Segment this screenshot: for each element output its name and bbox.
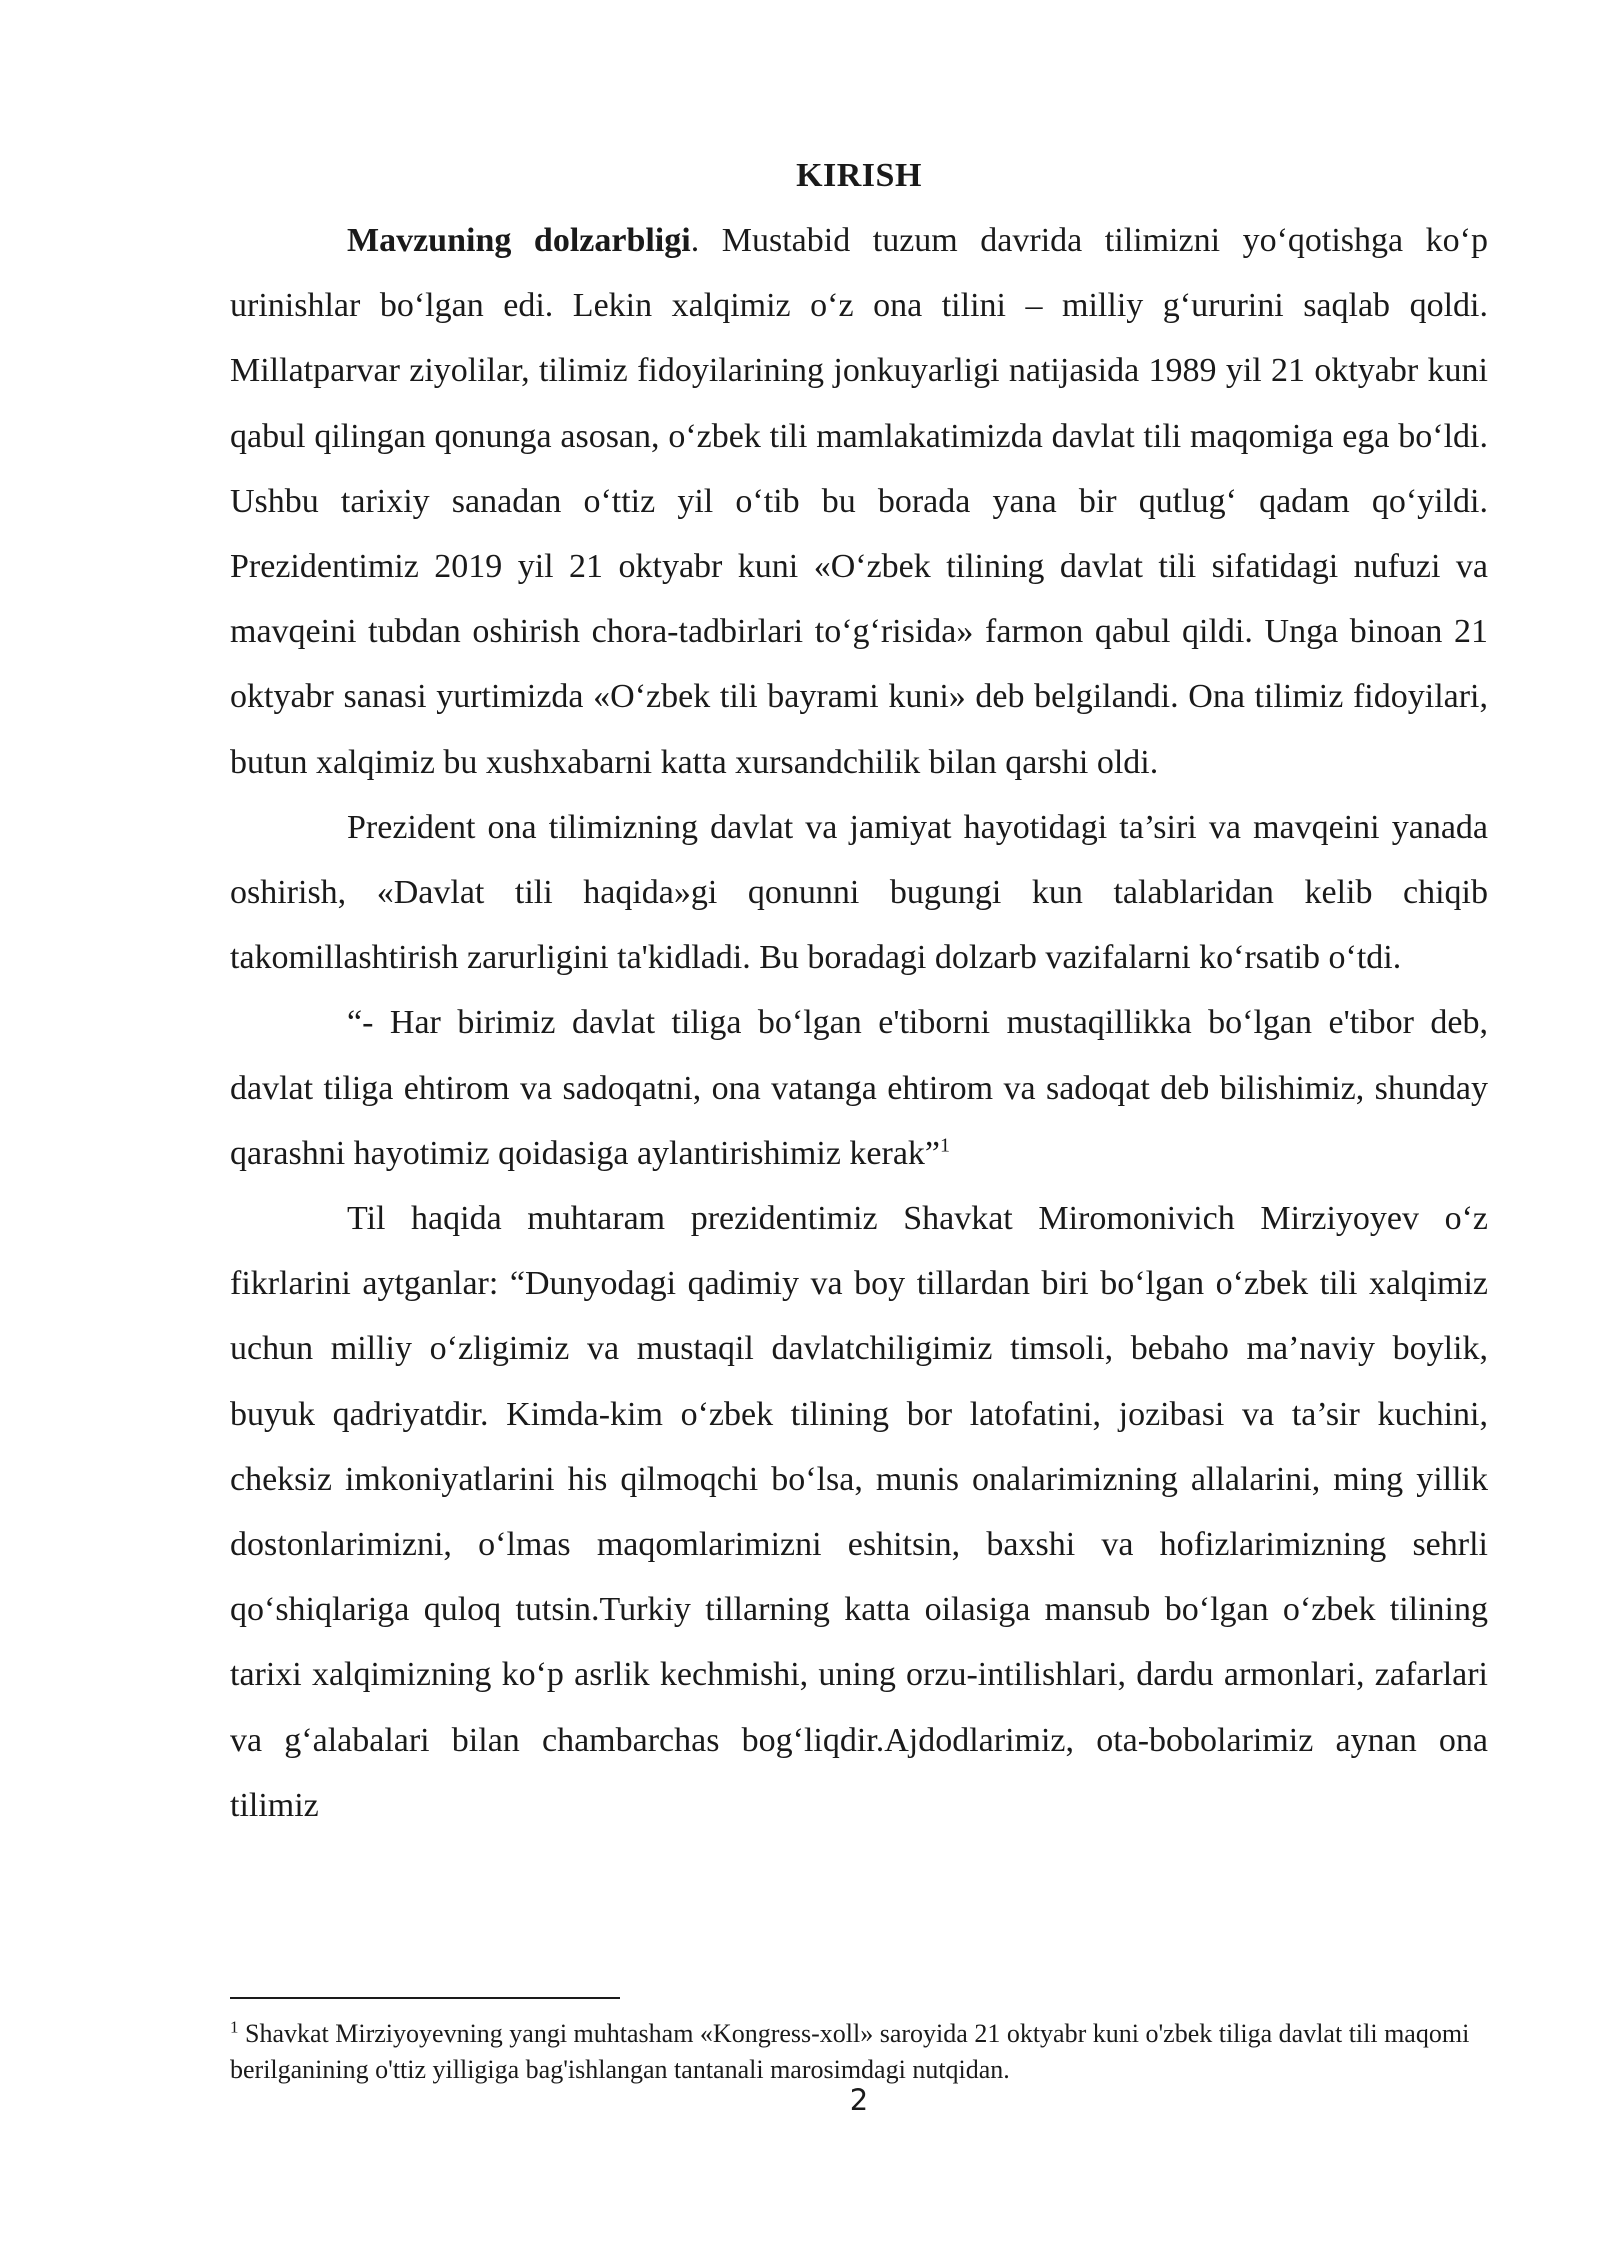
footnote-reference[interactable]: 1: [940, 1134, 950, 1157]
page-number: 2: [849, 2083, 869, 2117]
paragraph-text: “- Har birimiz davlat tiliga bo‘lgan e'tiborni mustaqillikka bo‘lgan e'tibor deb, davlat tiliga ehtirom va sadoqatni, ona vatanga ehtirom va sadoqat deb bilishimiz, shunday qarashni hayotimiz qoidasiga aylantirishimiz kerak”: [230, 1004, 1488, 1172]
page-heading: KIRISH: [796, 157, 922, 194]
footnote: [230, 2016, 1488, 2088]
document-page: [230, 150, 1488, 1838]
paragraph-quote: [230, 990, 1488, 1186]
paragraph-text: Til haqida muhtaram prezidentimiz Shavkat Miromonivich Mirziyoyev o‘z fikrlarini aytganlar: “Dunyodagi qadimiy va boy tillardan biri bo‘lgan o‘zbek tili xalqimiz uchun milliy o‘zligimiz va mustaqil davlatchiligimiz timsoli, bebaho ma’naviy boylik, buyuk qadriyatdir. Kimda-kim o‘zbek tilining bor latofatini, jozibasi va ta’sir kuchini, cheksiz imkoniyatlarini his qilmoqchi bo‘lsa, munis onalarimizning allalarini, ming yillik dostonlarimizni, o‘lmas maqomlarimizni eshitsin, baxshi va hofizlarimizning sehrli qo‘shiqlariga quloq tutsin.Turkiy tillarning katta oilasiga mansub bo‘lgan o‘zbek tilining tarixi xalqimizning ko‘p asrlik kechmishi, uning orzu-intilishlari, dardu armonlari, zafarlari va g‘alabalari bilan chambarchas bog‘liqdir.Ajdodlarimiz, ota-bobolarimiz aynan ona tilimiz: [230, 1200, 1488, 1824]
paragraph-president: [230, 795, 1488, 991]
footnote-divider: [230, 1997, 620, 1999]
paragraph-relevance: [230, 208, 1488, 795]
paragraph-text: . Mustabid tuzum davrida tilimizni yo‘qotishga ko‘p urinishlar bo‘lgan edi. Lekin xalqimiz o‘z ona tilini – milliy g‘ururini saqlab qoldi. Millatparvar ziyolilar, tilimiz fidoyilarining jonkuyarligi natijasida 1989 yil 21 oktyabr kuni qabul qilingan qonunga asosan, o‘zbek tili mamlakatimizda davlat tili maqomiga ega bo‘ldi. Ushbu tarixiy sanadan o‘ttiz yil o‘tib bu borada yana bir qutlug‘ qadam qo‘yildi. Prezidentimiz 2019 yil 21 oktyabr kuni «O‘zbek tilining davlat tili sifatidagi nufuzi va mavqeini tubdan oshirish chora-tadbirlari to‘g‘risida» farmon qabul qildi. Unga binoan 21 oktyabr sanasi yurtimizda «O‘zbek tili bayrami kuni» deb belgilandi. Ona tilimiz fidoyilari, butun xalqimiz bu xushxabarni katta xursandchilik bilan qarshi oldi.: [230, 222, 1488, 781]
paragraph-text: Prezident ona tilimizning davlat va jamiyat hayotidagi ta’siri va mavqeini yanada oshirish, «Davlat tili haqida»gi qonunni bugungi kun talablaridan kelib chiqib takomillashtirish zarurligini ta'kidladi. Bu boradagi dolzarb vazifalarni ko‘rsatib o‘tdi.: [230, 808, 1488, 977]
paragraph-lead: Mavzuning dolzarbligi: [347, 222, 691, 259]
footnote-number: 1: [230, 2017, 239, 2037]
paragraph-language-remarks: [230, 1186, 1488, 1838]
footnote-text: Shavkat Mirziyoyevning yangi muhtasham «Kongress-xoll» saroyida 21 oktyabr kuni o'zbek tiliga davlat tili maqomi berilganining o'ttiz yilligiga bag'ishlangan tantanali marosimdagi nutqidan.: [230, 2019, 1470, 2084]
